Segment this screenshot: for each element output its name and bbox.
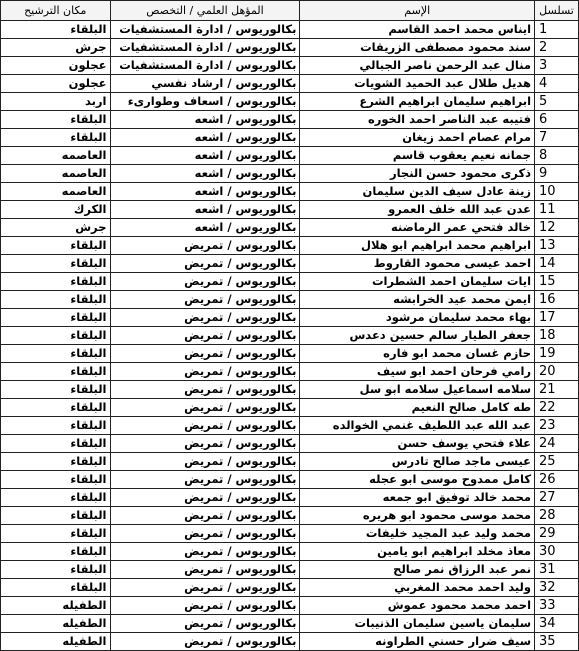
row-location-cell: البلقاء [1, 399, 111, 417]
row-qualification-cell: بكالوريوس / اشعه [110, 165, 300, 183]
row-location-cell: البلقاء [1, 489, 111, 507]
row-seq-cell: 26 [535, 471, 579, 489]
row-name-cell: منال عبد الرحمن ناصر الجبالي [300, 57, 535, 75]
row-seq-cell: 19 [535, 345, 579, 363]
row-location-cell: جرش [1, 39, 111, 57]
row-name-cell: فتيبه عبد الناصر احمد الخوره [300, 111, 535, 129]
row-seq-cell: 29 [535, 525, 579, 543]
row-name-cell: ايناس محمد احمد القاسم [300, 21, 535, 39]
row-qualification-cell: بكالوريوس / تمريض [110, 237, 300, 255]
row-seq-cell: 27 [535, 489, 579, 507]
row-location-cell: البلقاء [1, 273, 111, 291]
row-location-cell: الطفيله [1, 597, 111, 615]
row-seq-cell: 3 [535, 57, 579, 75]
row-seq-cell: 28 [535, 507, 579, 525]
row-location-cell: البلقاء [1, 471, 111, 489]
row-seq-cell: 8 [535, 147, 579, 165]
row-name-cell: طه كامل صالح النعيم [300, 399, 535, 417]
row-seq-cell: 30 [535, 543, 579, 561]
table-row [1, 489, 579, 507]
row-location-cell: البلقاء [1, 345, 111, 363]
row-qualification-cell: بكالوريوس / تمريض [110, 309, 300, 327]
row-name-cell: مرام عصام احمد زيغان [300, 129, 535, 147]
row-name-cell: محمد خالد توفيق ابو جمعه [300, 489, 535, 507]
row-name-cell: ابراهيم سليمان ابراهيم الشرع [300, 93, 535, 111]
row-qualification-cell: بكالوريوس / تمريض [110, 489, 300, 507]
row-seq-cell: 4 [535, 75, 579, 93]
row-location-cell: البلقاء [1, 237, 111, 255]
row-location-cell: الطفيله [1, 633, 111, 651]
row-qualification-cell: بكالوريوس / اشعه [110, 147, 300, 165]
row-qualification-cell: بكالوريوس / اسعاف وطوارىء [110, 93, 300, 111]
row-name-cell: سند محمود مصطفى الزريقات [300, 39, 535, 57]
row-location-cell: البلقاء [1, 417, 111, 435]
row-seq-cell: 35 [535, 633, 579, 651]
row-location-cell: البلقاء [1, 327, 111, 345]
row-name-cell: محمد وليد عبد المجيد خليفات [300, 525, 535, 543]
table-row [1, 111, 579, 129]
row-name-cell: عبد الله عبد اللطيف غنمي الخوالده [300, 417, 535, 435]
row-seq-cell: 25 [535, 453, 579, 471]
row-location-cell: جرش [1, 219, 111, 237]
table-row [1, 183, 579, 201]
row-seq-cell: 12 [535, 219, 579, 237]
row-seq-cell: 9 [535, 165, 579, 183]
table-row [1, 381, 579, 399]
header-qualification: المؤهل العلمي / التخصص [110, 1, 300, 21]
table-row [1, 633, 579, 651]
row-qualification-cell: بكالوريوس / ادارة المستشفيات [110, 39, 300, 57]
row-seq-cell: 2 [535, 39, 579, 57]
table-row [1, 417, 579, 435]
row-name-cell: ذكرى محمود حسن النجار [300, 165, 535, 183]
row-seq-cell: 23 [535, 417, 579, 435]
row-seq-cell: 10 [535, 183, 579, 201]
row-location-cell: اربد [1, 93, 111, 111]
row-qualification-cell: بكالوريوس / اشعه [110, 201, 300, 219]
row-qualification-cell: بكالوريوس / اشعه [110, 219, 300, 237]
table-row [1, 615, 579, 633]
row-location-cell: عجلون [1, 57, 111, 75]
row-location-cell: البلقاء [1, 21, 111, 39]
row-seq-cell: 32 [535, 579, 579, 597]
header-location: مكان الترشيح [1, 1, 111, 21]
row-name-cell: محمد موسى محمود ابو هريره [300, 507, 535, 525]
row-seq-cell: 24 [535, 435, 579, 453]
table-row [1, 255, 579, 273]
row-location-cell: العاصمه [1, 183, 111, 201]
row-qualification-cell: بكالوريوس / تمريض [110, 417, 300, 435]
row-qualification-cell: بكالوريوس / تمريض [110, 507, 300, 525]
row-seq-cell: 1 [535, 21, 579, 39]
row-location-cell: البلقاء [1, 453, 111, 471]
row-qualification-cell: بكالوريوس / تمريض [110, 597, 300, 615]
row-seq-cell: 34 [535, 615, 579, 633]
row-location-cell: الطفيله [1, 615, 111, 633]
row-name-cell: كامل ممدوح موسى ابو عجله [300, 471, 535, 489]
row-location-cell: البلقاء [1, 363, 111, 381]
table-row [1, 435, 579, 453]
row-qualification-cell: بكالوريوس / اشعه [110, 129, 300, 147]
table-row [1, 219, 579, 237]
row-qualification-cell: بكالوريوس / ادارة المستشفيات [110, 21, 300, 39]
row-name-cell: نمر عبد الرزاق نمر صالح [300, 561, 535, 579]
row-location-cell: البلقاء [1, 309, 111, 327]
row-name-cell: سلامه اسماعيل سلامه ابو سل [300, 381, 535, 399]
row-name-cell: ابراهيم محمد ابراهيم ابو هلال [300, 237, 535, 255]
row-qualification-cell: بكالوريوس / تمريض [110, 399, 300, 417]
row-qualification-cell: بكالوريوس / تمريض [110, 543, 300, 561]
table-row [1, 165, 579, 183]
row-seq-cell: 6 [535, 111, 579, 129]
header-name: الإسم [300, 1, 535, 21]
table-row [1, 597, 579, 615]
row-seq-cell: 11 [535, 201, 579, 219]
row-location-cell: العاصمه [1, 165, 111, 183]
row-seq-cell: 22 [535, 399, 579, 417]
row-name-cell: وليد احمد محمد المغربي [300, 579, 535, 597]
row-location-cell: البلقاء [1, 129, 111, 147]
row-seq-cell: 15 [535, 273, 579, 291]
table-row [1, 39, 579, 57]
row-qualification-cell: بكالوريوس / تمريض [110, 453, 300, 471]
row-location-cell: البلقاء [1, 255, 111, 273]
table-row [1, 345, 579, 363]
table-row [1, 21, 579, 39]
row-qualification-cell: بكالوريوس / ارشاد نفسي [110, 75, 300, 93]
table-row [1, 291, 579, 309]
header-seq: تسلسل [535, 1, 579, 21]
table-row [1, 273, 579, 291]
row-location-cell: البلقاء [1, 579, 111, 597]
row-seq-cell: 16 [535, 291, 579, 309]
row-name-cell: جمانه نعيم يعقوب قاسم [300, 147, 535, 165]
table-row [1, 525, 579, 543]
row-name-cell: احمد عيسى محمود القاروط [300, 255, 535, 273]
table-row [1, 579, 579, 597]
table-row [1, 327, 579, 345]
row-qualification-cell: بكالوريوس / تمريض [110, 633, 300, 651]
table-row [1, 309, 579, 327]
row-location-cell: البلقاء [1, 561, 111, 579]
row-location-cell: البلقاء [1, 525, 111, 543]
row-qualification-cell: بكالوريوس / تمريض [110, 345, 300, 363]
row-location-cell: الكرك [1, 201, 111, 219]
row-qualification-cell: بكالوريوس / تمريض [110, 525, 300, 543]
table-row [1, 543, 579, 561]
row-qualification-cell: بكالوريوس / تمريض [110, 255, 300, 273]
row-name-cell: زينة عادل سيف الدين سليمان [300, 183, 535, 201]
row-location-cell: البلقاء [1, 111, 111, 129]
row-name-cell: عيسى ماجد صالح تادرس [300, 453, 535, 471]
row-name-cell: علاء فتحي يوسف حسن [300, 435, 535, 453]
row-qualification-cell: بكالوريوس / تمريض [110, 381, 300, 399]
table-row [1, 237, 579, 255]
row-name-cell: سليمان ياسين سليمان الذنيبات [300, 615, 535, 633]
row-location-cell: البلقاء [1, 435, 111, 453]
row-seq-cell: 5 [535, 93, 579, 111]
row-seq-cell: 20 [535, 363, 579, 381]
row-name-cell: سيف ضرار حسني الطراونه [300, 633, 535, 651]
row-name-cell: رامي فرحان احمد ابو سيف [300, 363, 535, 381]
row-seq-cell: 13 [535, 237, 579, 255]
row-name-cell: بهاء محمد سليمان مرشود [300, 309, 535, 327]
row-seq-cell: 18 [535, 327, 579, 345]
row-location-cell: البلقاء [1, 543, 111, 561]
row-qualification-cell: بكالوريوس / اشعه [110, 111, 300, 129]
row-seq-cell: 33 [535, 597, 579, 615]
row-location-cell: البلقاء [1, 291, 111, 309]
table-row [1, 93, 579, 111]
row-name-cell: معاذ مخلد ابراهيم ابو يامين [300, 543, 535, 561]
table-row [1, 561, 579, 579]
row-location-cell: العاصمه [1, 147, 111, 165]
table-row [1, 471, 579, 489]
table-row [1, 453, 579, 471]
row-qualification-cell: بكالوريوس / اشعه [110, 183, 300, 201]
row-qualification-cell: بكالوريوس / تمريض [110, 435, 300, 453]
row-seq-cell: 17 [535, 309, 579, 327]
row-name-cell: خالد فتحي عمر الرماضنه [300, 219, 535, 237]
row-seq-cell: 31 [535, 561, 579, 579]
row-name-cell: حازم غسان محمد ابو فاره [300, 345, 535, 363]
table-row [1, 399, 579, 417]
table-body [1, 21, 579, 651]
row-qualification-cell: بكالوريوس / تمريض [110, 471, 300, 489]
table-row [1, 507, 579, 525]
row-qualification-cell: بكالوريوس / تمريض [110, 327, 300, 345]
row-qualification-cell: بكالوريوس / تمريض [110, 291, 300, 309]
row-qualification-cell: بكالوريوس / تمريض [110, 579, 300, 597]
row-name-cell: احمد محمد محمود عموش [300, 597, 535, 615]
table-row [1, 75, 579, 93]
row-seq-cell: 14 [535, 255, 579, 273]
row-name-cell: ايمن محمد عيد الخرابشه [300, 291, 535, 309]
table-row [1, 201, 579, 219]
row-qualification-cell: بكالوريوس / تمريض [110, 363, 300, 381]
row-qualification-cell: بكالوريوس / تمريض [110, 561, 300, 579]
row-name-cell: ايات سليمان احمد الشطرات [300, 273, 535, 291]
table-row [1, 147, 579, 165]
header-row [1, 1, 579, 21]
row-qualification-cell: بكالوريوس / ادارة المستشفيات [110, 57, 300, 75]
row-name-cell: عدن عبد الله خلف العمرو [300, 201, 535, 219]
row-seq-cell: 7 [535, 129, 579, 147]
table-row [1, 363, 579, 381]
row-name-cell: جعفر الطيار سالم حسين دعدس [300, 327, 535, 345]
row-location-cell: البلقاء [1, 507, 111, 525]
row-seq-cell: 21 [535, 381, 579, 399]
row-location-cell: عجلون [1, 75, 111, 93]
row-qualification-cell: بكالوريوس / تمريض [110, 273, 300, 291]
table-row [1, 129, 579, 147]
row-name-cell: هديل طلال عبد الحميد الشويات [300, 75, 535, 93]
row-location-cell: البلقاء [1, 381, 111, 399]
row-qualification-cell: بكالوريوس / تمريض [110, 615, 300, 633]
table-row [1, 57, 579, 75]
